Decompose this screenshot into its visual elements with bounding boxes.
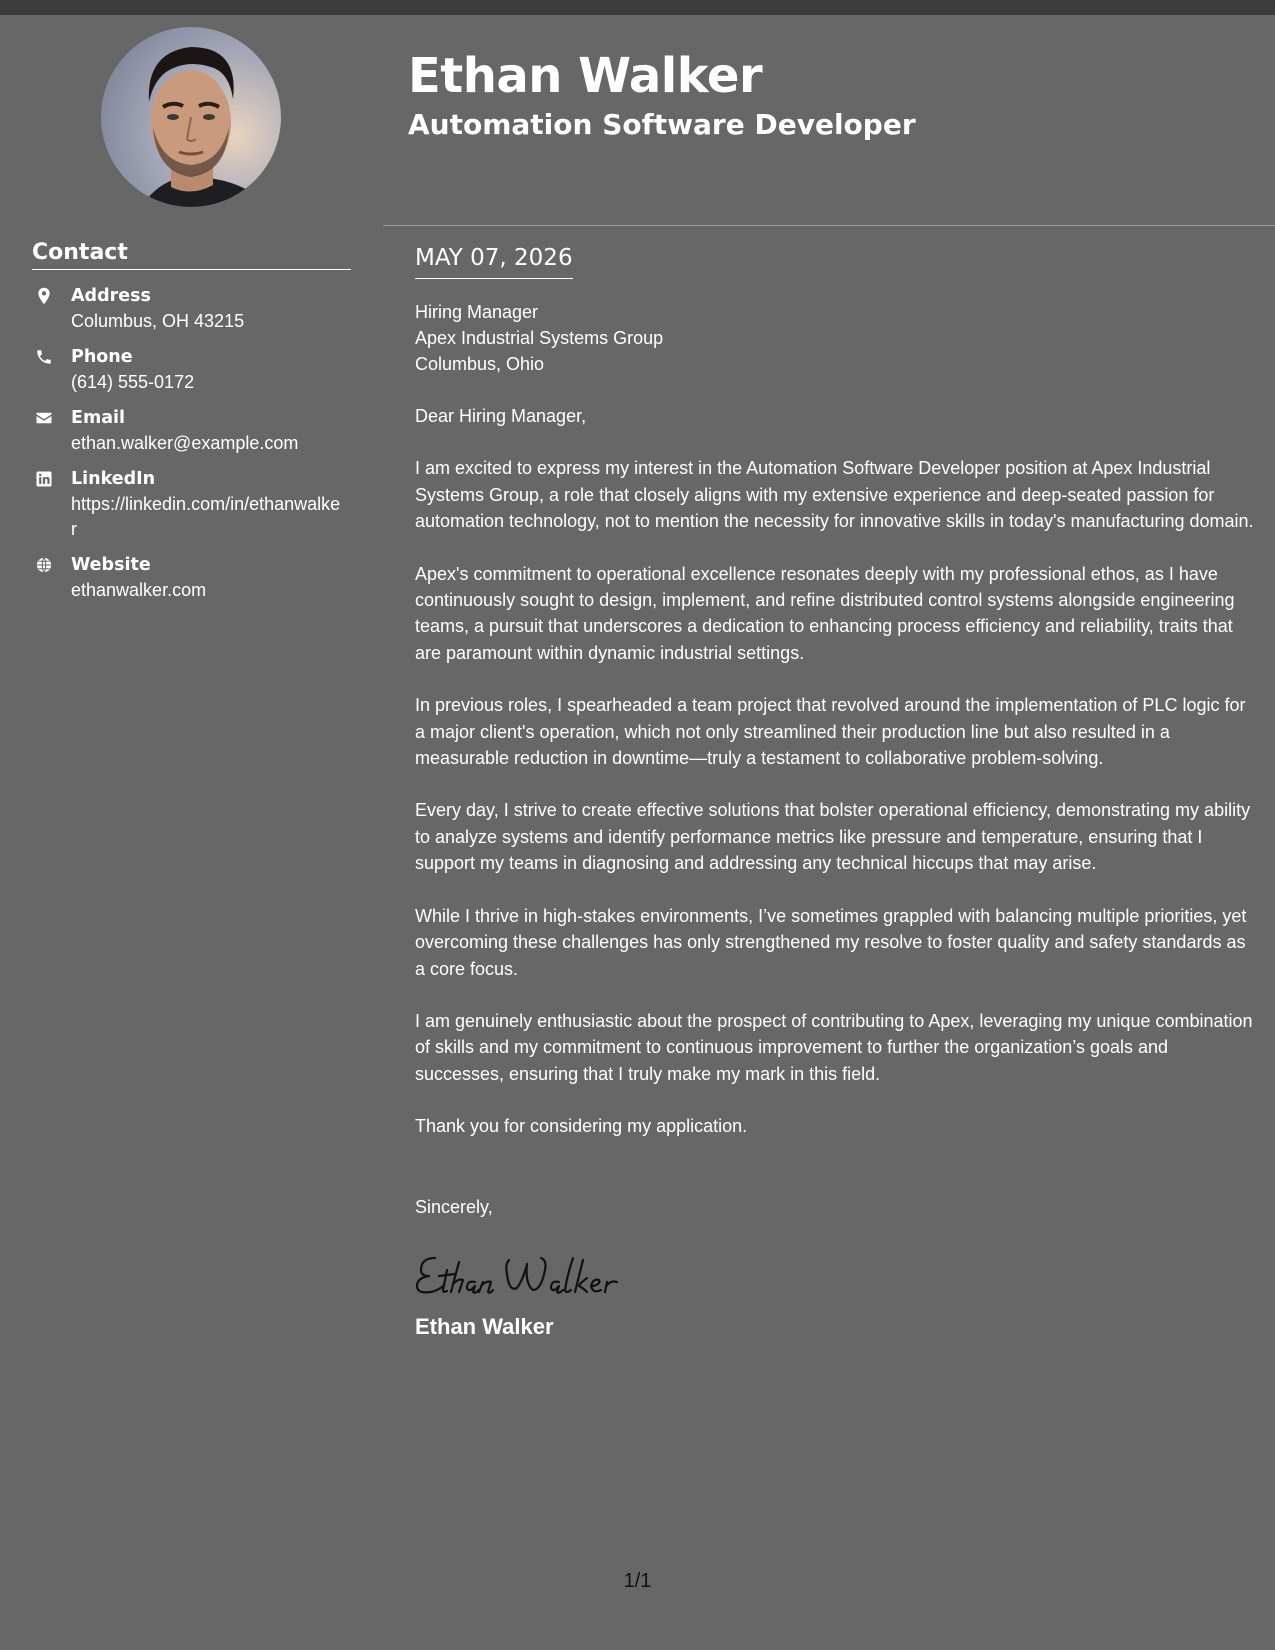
email-icon [35,409,53,427]
letter-date: MAY 07, 2026 [415,243,573,279]
contact-label: LinkedIn [71,469,156,489]
greeting: Dear Hiring Manager, [415,406,587,426]
contact-value: https://linkedin.com/in/ethanwalker [71,494,341,539]
paragraph: I am genuinely enthusiastic about the prospect of contributing to Apex, leveraging my unique combination of skills and my commitment to continuous improvement to further the organization’s goals and successes, ensuring that I truly make my mark in this field. [415,1010,1253,1084]
contact-label: Website [71,555,151,575]
contact-address [32,284,352,334]
signer-name: Ethan Walker [415,1313,554,1339]
contact-linkedin [32,467,352,542]
contact-label: Email [71,408,125,428]
phone-icon [35,348,53,366]
paragraph: Thank you for considering my application. [415,1116,748,1137]
portrait-image [101,27,281,207]
header-divider [383,225,1275,226]
avatar [101,27,281,207]
recipient-line: Apex Industrial Systems Group [415,328,664,348]
paragraph: I am excited to express my interest in the Automation Software Developer position at Apex Industrial Systems Group, a role that closely aligns with my extensive experience and deep-seated passion for automation technology, not to mention the necessity for innovative skills in today's manufacturing domain. [415,458,1254,532]
paragraph: While I thrive in high-stakes environments, I’ve sometimes grappled with balancing multiple priorities, yet overcoming these challenges has only strengthened my resolve to foster quality and safety standards as a core focus. [415,905,1247,979]
closing: Sincerely, [415,1196,493,1217]
top-bar [0,0,1275,15]
location-pin-icon [35,287,53,305]
paragraph: Every day, I strive to create effective solutions that bolster operational efficiency, demonstrating my ability to analyze systems and identify performance metrics like pressure and temperature, ensuring that I support my teams in diagnosing and addressing any technical hiccups that may arise. [415,800,1251,874]
contact-email [32,406,352,456]
recipient-line: Hiring Manager [415,302,539,322]
contact-label: Phone [71,347,133,367]
signature-image [413,1240,1255,1300]
contact-value: ethanwalker.com [71,580,207,600]
contact-phone [32,345,352,395]
recipient-line: Columbus, Ohio [415,354,545,374]
letter-body [415,243,1255,1340]
job-title: Automation Software Developer [408,108,916,141]
contact-value: Columbus, OH 43215 [71,311,245,331]
page-number: 1/1 [623,1570,652,1592]
contact-website [32,553,352,603]
contact-heading: Contact [32,240,351,270]
linkedin-icon [35,470,53,488]
contact-list [32,284,352,614]
contact-value: (614) 555-0172 [71,372,195,392]
recipient-block [415,299,1255,377]
contact-label: Address [71,286,151,306]
paragraph: Apex's commitment to operational excellence resonates deeply with my professional ethos, as I have continuously sought to design, implement, and refine distributed control systems alongside engineering teams, a pursuit that underscores a dedication to enhancing process efficiency and reliability, traits that are paramount within dynamic industrial settings. [415,563,1235,663]
handwritten-signature [413,1240,643,1300]
paragraph: In previous roles, I spearheaded a team project that revolved around the implementation of PLC logic for a major client's operation, which not only streamlined their production line but also resulted in a measurable reduction in downtime—truly a testament to collaborative problem-solving. [415,695,1246,769]
contact-value: ethan.walker@example.com [71,433,299,453]
globe-icon [35,556,53,574]
candidate-name: Ethan Walker [408,48,763,104]
